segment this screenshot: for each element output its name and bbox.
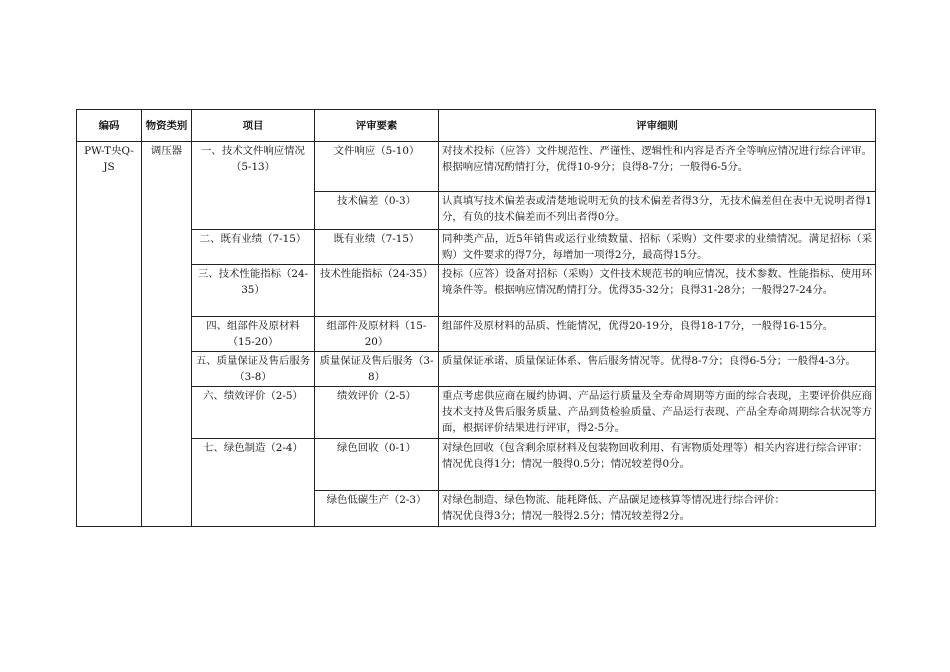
table-row — [77, 317, 876, 352]
code-cell: PW-T央Q-JS — [77, 142, 142, 527]
header-detail: 评审细则 — [439, 110, 876, 142]
detail-cell: 同种类产品，近5年销售或运行业绩数量、招标（采购）文件要求的业绩情况。满足招标（采购）文件要求的得7分，每增加一项得2分，最高得15分。 — [439, 230, 876, 265]
project-cell: 六、绩效评价（2-5） — [192, 387, 315, 439]
table-row — [77, 142, 876, 192]
evaluation-table — [76, 109, 876, 527]
project-cell: 三、技术性能指标（24-35） — [192, 265, 315, 317]
header-row — [77, 110, 876, 142]
table-row — [77, 387, 876, 439]
element-cell: 既有业绩（7-15） — [315, 230, 439, 265]
project-cell: 七、绿色制造（2-4） — [192, 439, 315, 527]
header-code: 编码 — [77, 110, 142, 142]
detail-cell: 组部件及原材料的品质、性能情况，优得20-19分，良得18-17分，一般得16-15分。 — [439, 317, 876, 352]
category-cell: 调压器 — [142, 142, 192, 527]
detail-cell: 对绿色制造、绿色物流、能耗降低、产品碳足迹核算等情况进行综合评价： 情况优良得3分；情况一般得2.5分；情况较差得2分。 — [439, 491, 876, 527]
header-project: 项目 — [192, 110, 315, 142]
element-cell: 技术性能指标（24-35） — [315, 265, 439, 317]
header-element: 评审要素 — [315, 110, 439, 142]
table-row — [77, 230, 876, 265]
element-cell: 质量保证及售后服务（3-8） — [315, 352, 439, 387]
element-cell: 绩效评价（2-5） — [315, 387, 439, 439]
element-cell: 组部件及原材料（15-20） — [315, 317, 439, 352]
element-cell: 文件响应（5-10） — [315, 142, 439, 192]
table-row — [77, 439, 876, 491]
detail-cell: 质量保证承诺、质量保证体系、售后服务情况等。优得8-7分；良得6-5分；一般得4-3分。 — [439, 352, 876, 387]
header-category: 物资类别 — [142, 110, 192, 142]
project-cell: 二、既有业绩（7-15） — [192, 230, 315, 265]
detail-cell: 对绿色回收（包含剩余原材料及包装物回收利用、有害物质处理等）相关内容进行综合评审： 情况优良得1分；情况一般得0.5分；情况较差得0分。 — [439, 439, 876, 491]
table-row — [77, 265, 876, 317]
element-cell: 绿色回收（0-1） — [315, 439, 439, 491]
project-cell: 一、技术文件响应情况（5-13） — [192, 142, 315, 230]
detail-cell: 投标（应答）设备对招标（采购）文件技术规范书的响应情况，技术参数、性能指标、使用环境条件等。根据响应情况酌情打分。优得35-32分；良得31-28分；一般得27-24分。 — [439, 265, 876, 317]
project-cell: 五、质量保证及售后服务（3-8） — [192, 352, 315, 387]
element-cell: 绿色低碳生产（2-3） — [315, 491, 439, 527]
table-row — [77, 352, 876, 387]
element-cell: 技术偏差（0-3） — [315, 192, 439, 230]
detail-cell: 认真填写技术偏差表或清楚地说明无负的技术偏差者得3分，无技术偏差但在表中无说明者得1分，有负的技术偏差而不列出者得0分。 — [439, 192, 876, 230]
detail-cell: 重点考虑供应商在履约协调、产品运行质量及全寿命周期等方面的综合表现，主要评价供应商技术支持及售后服务质量、产品到货检验质量、产品运行表现、产品全寿命周期综合状况等方面，根据评价结果进行评审，得2-5分。 — [439, 387, 876, 439]
detail-cell: 对技术投标（应答）文件规范性、严谨性、逻辑性和内容是否齐全等响应情况进行综合评审。根据响应情况酌情打分，优得10-9分；良得8-7分；一般得6-5分。 — [439, 142, 876, 192]
project-cell: 四、组部件及原材料（15-20） — [192, 317, 315, 352]
